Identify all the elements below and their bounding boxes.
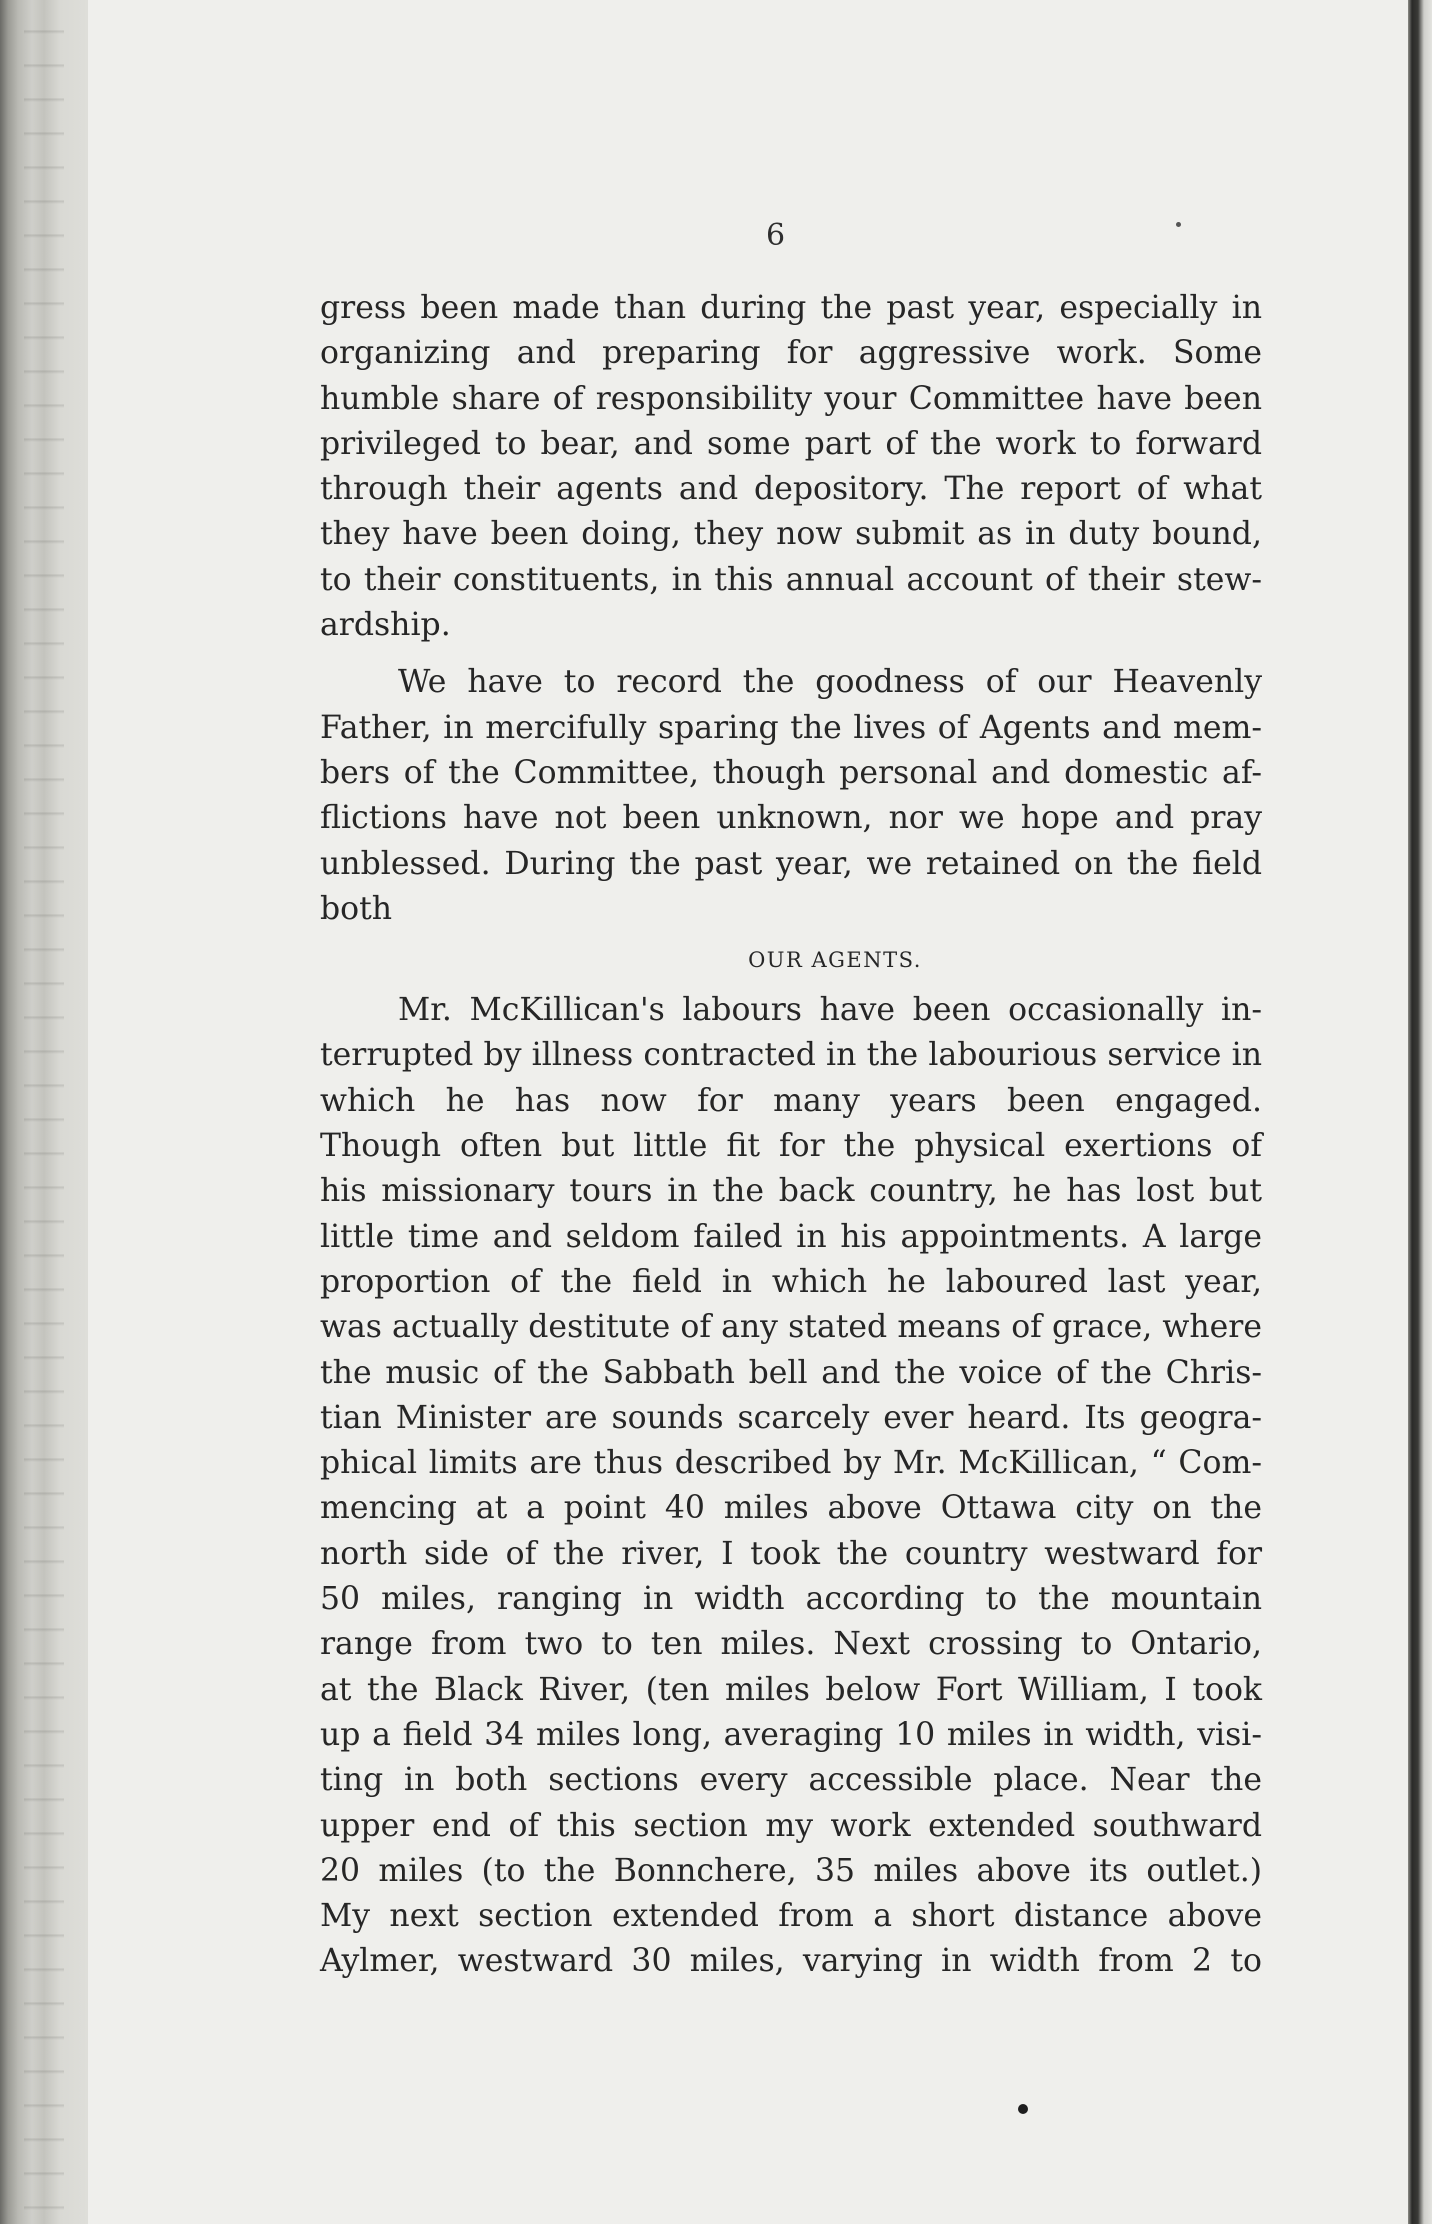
text-line: Though often but little fit for the physical exertions of xyxy=(320,1128,1262,1165)
paragraph-3 xyxy=(320,988,1262,1985)
text-line: ardship. xyxy=(320,607,451,644)
text-line: through their agents and depository. The report of what xyxy=(320,471,1262,508)
text-line: to their constituents, in this annual account of their stew- xyxy=(320,561,1262,598)
text-line: 20 miles (to the Bonnchere, 35 miles above its outlet.) xyxy=(320,1852,1262,1889)
text-line: privileged to bear, and some part of the work to forward xyxy=(320,425,1262,462)
text-line: Mr. McKillican's labours have been occasionally in- xyxy=(398,992,1262,1029)
page-number: 6 xyxy=(766,218,786,253)
text-line: both xyxy=(320,890,393,927)
text-line: bers of the Committee, though personal and domestic af- xyxy=(320,754,1262,791)
text-line: his missionary tours in the back country, he has lost but xyxy=(320,1173,1262,1210)
section-heading: OUR AGENTS. xyxy=(748,948,922,973)
text-line: upper end of this section my work extended southward xyxy=(320,1807,1262,1844)
text-line: which he has now for many years been engaged. xyxy=(320,1082,1262,1119)
text-line: Aylmer, westward 30 miles, varying in width from 2 to xyxy=(320,1943,1262,1980)
text-line: was actually destitute of any stated means of grace, where xyxy=(320,1309,1262,1346)
text-line: terrupted by illness contracted in the labourious service in xyxy=(320,1037,1262,1074)
ink-dot xyxy=(1018,2104,1028,2114)
text-line: at the Black River, (ten miles below Fort William, I took xyxy=(320,1671,1262,1708)
paragraph-1 xyxy=(320,286,1262,648)
text-line: proportion of the field in which he laboured last year, xyxy=(320,1263,1262,1300)
text-line: 50 miles, ranging in width according to the mountain xyxy=(320,1581,1262,1618)
text-line: north side of the river, I took the country westward for xyxy=(320,1535,1262,1572)
ink-speck xyxy=(1176,222,1181,227)
text-line: humble share of responsibility your Committee have been xyxy=(320,380,1262,417)
text-line: organizing and preparing for aggressive work. Some xyxy=(320,335,1262,372)
text-line: flictions have not been unknown, nor we hope and pray xyxy=(320,800,1262,837)
text-line: ting in both sections every accessible place. Near the xyxy=(320,1762,1262,1799)
text-line: My next section extended from a short distance above xyxy=(320,1898,1262,1935)
text-line: they have been doing, they now submit as in duty bound, xyxy=(320,516,1262,553)
text-line: up a field 34 miles long, averaging 10 miles in width, visi- xyxy=(320,1716,1262,1753)
text-line: range from two to ten miles. Next crossing to Ontario, xyxy=(320,1626,1262,1663)
body-text xyxy=(320,286,1262,1985)
text-line: gress been made than during the past year, especially in xyxy=(320,290,1262,326)
paragraph-gap xyxy=(320,648,1262,660)
text-line: tian Minister are sounds scarcely ever heard. Its geogra- xyxy=(320,1399,1262,1436)
text-line: the music of the Sabbath bell and the voice of the Chris- xyxy=(320,1354,1262,1391)
text-line: Father, in mercifully sparing the lives of Agents and mem- xyxy=(320,709,1262,746)
book-spine-edge xyxy=(0,0,88,2224)
text-line: mencing at a point 40 miles above Ottawa city on the xyxy=(320,1490,1262,1527)
paragraph-2 xyxy=(320,660,1262,932)
page-right-edge xyxy=(1408,0,1432,2224)
text-line: phical limits are thus described by Mr. McKillican, “ Com- xyxy=(320,1445,1262,1482)
text-line: unblessed. During the past year, we retained on the field xyxy=(320,845,1262,882)
text-line: We have to record the goodness of our Heavenly xyxy=(398,664,1262,701)
text-line: little time and seldom failed in his appointments. A large xyxy=(320,1218,1262,1255)
